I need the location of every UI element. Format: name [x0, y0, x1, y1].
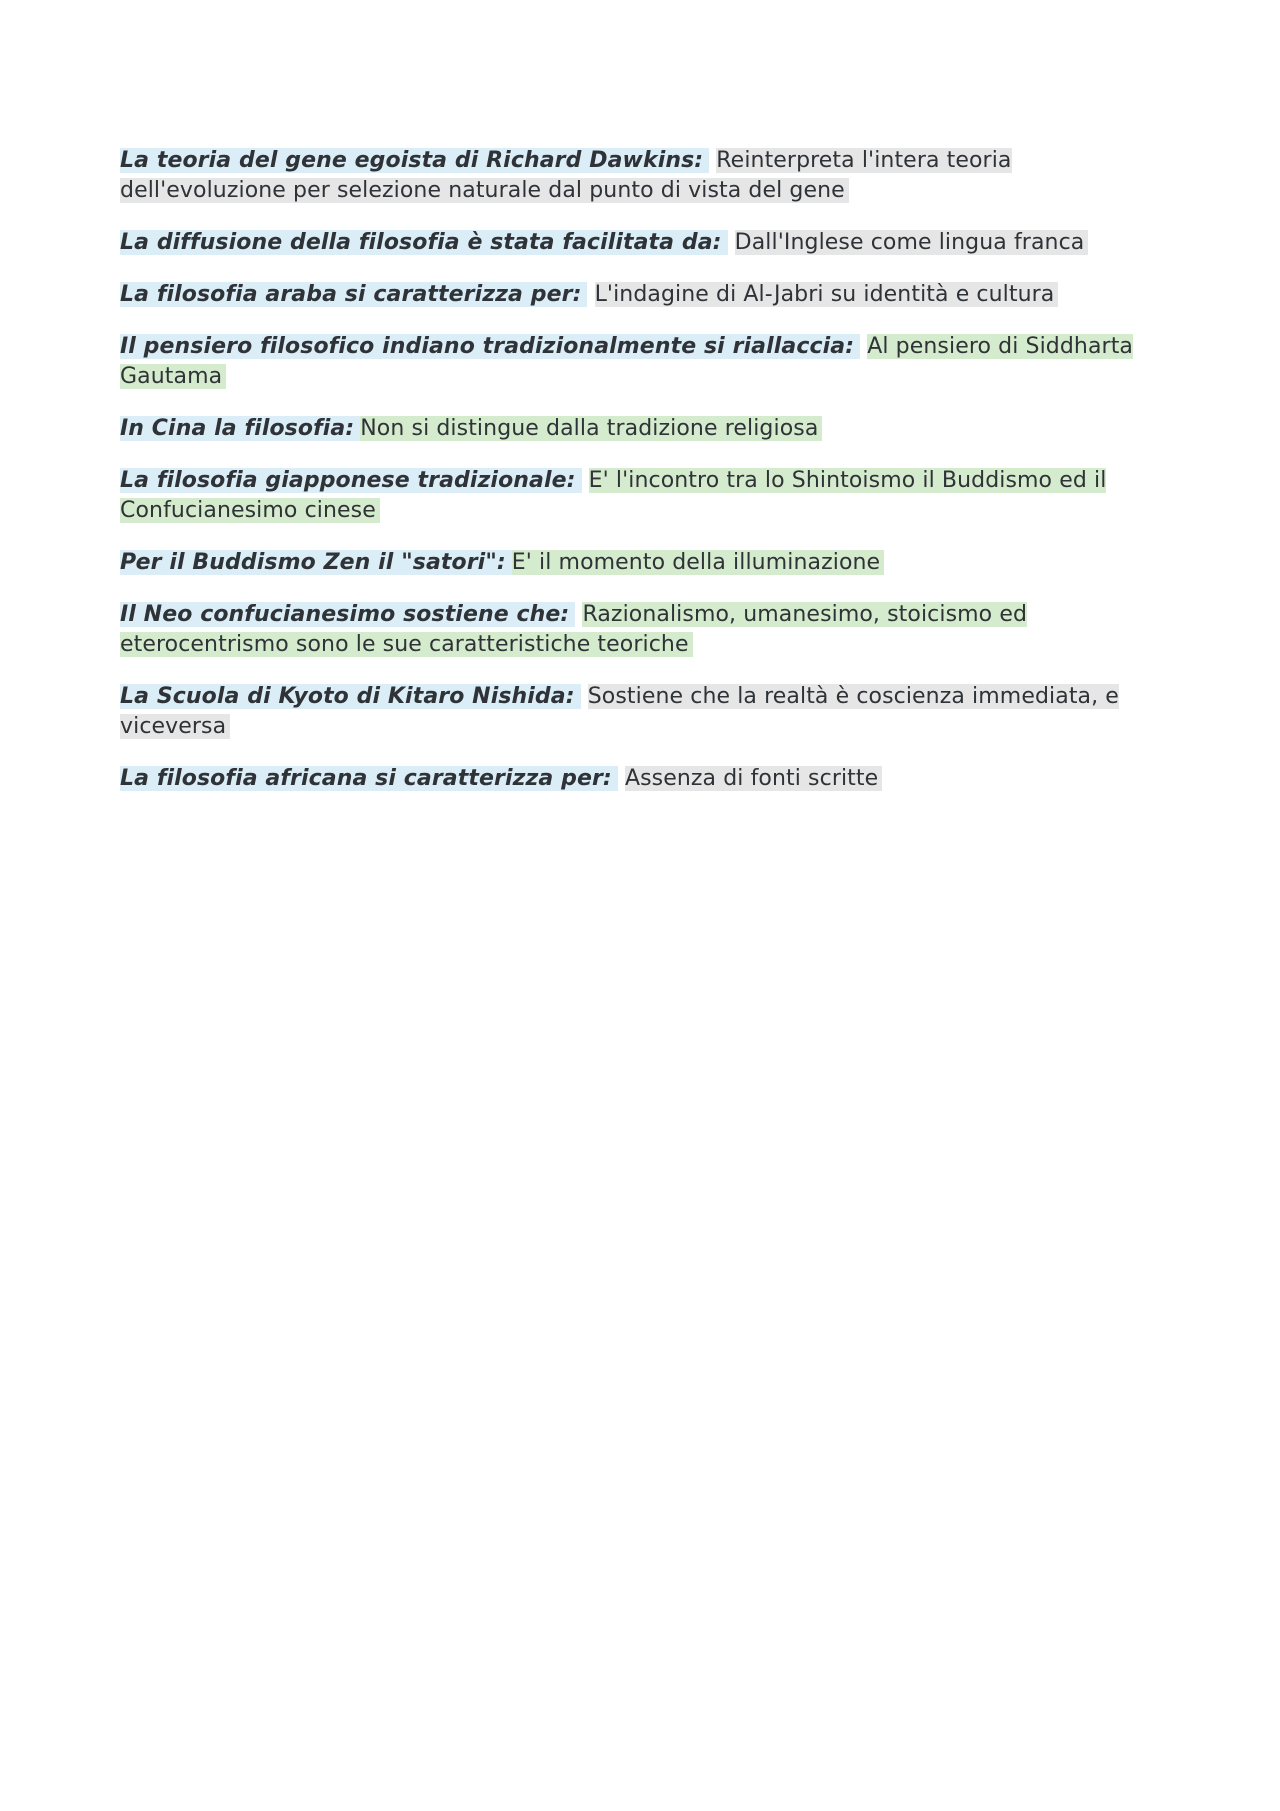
entry-gene-egoista — [120, 146, 1170, 206]
question-text: In Cina la filosofia: — [120, 416, 360, 441]
answer-text: Assenza di fonti scritte — [625, 766, 882, 791]
question-text: Il pensiero filosofico indiano tradizionalmente si riallaccia: — [120, 334, 860, 359]
entry-scuola-kyoto — [120, 682, 1170, 742]
question-text: La teoria del gene egoista di Richard Dawkins: — [120, 148, 709, 173]
question-text: La filosofia araba si caratterizza per: — [120, 282, 587, 307]
entry-pensiero-indiano — [120, 332, 1170, 392]
entry-diffusione-filosofia — [120, 228, 1170, 258]
entry-filosofia-cina — [120, 414, 1170, 444]
answer-text: Non si distingue dalla tradizione religiosa — [360, 416, 822, 441]
answer-text: Razionalismo, umanesimo, stoicismo ed eterocentrismo sono le sue caratteristiche teoriche — [120, 602, 1028, 657]
entry-filosofia-giapponese — [120, 466, 1170, 526]
question-text: La diffusione della filosofia è stata facilitata da: — [120, 230, 728, 255]
question-text: Per il Buddismo Zen il "satori": — [120, 550, 512, 575]
answer-text: E' il momento della illuminazione — [512, 550, 884, 575]
question-text: Il Neo confucianesimo sostiene che: — [120, 602, 575, 627]
entry-filosofia-africana — [120, 764, 1170, 794]
answer-text: E' l'incontro tra lo Shintoismo il Buddismo ed il Confucianesimo cinese — [120, 468, 1107, 523]
entry-neo-confucianesimo — [120, 600, 1170, 660]
answer-text: Al pensiero di Siddharta Gautama — [120, 334, 1133, 389]
question-text: La filosofia africana si caratterizza per: — [120, 766, 618, 791]
answer-text: Dall'Inglese come lingua franca — [735, 230, 1089, 255]
question-text: La filosofia giapponese tradizionale: — [120, 468, 582, 493]
entry-buddismo-zen — [120, 548, 1170, 578]
answer-text: L'indagine di Al-Jabri su identità e cultura — [595, 282, 1059, 307]
document-page — [120, 146, 1170, 816]
question-text: La Scuola di Kyoto di Kitaro Nishida: — [120, 684, 581, 709]
answer-text: Sostiene che la realtà è coscienza immediata, e viceversa — [120, 684, 1119, 739]
answer-text: Reinterpreta l'intera teoria dell'evoluzione per selezione naturale dal punto di vista del gene — [120, 148, 1012, 203]
entry-filosofia-araba — [120, 280, 1170, 310]
